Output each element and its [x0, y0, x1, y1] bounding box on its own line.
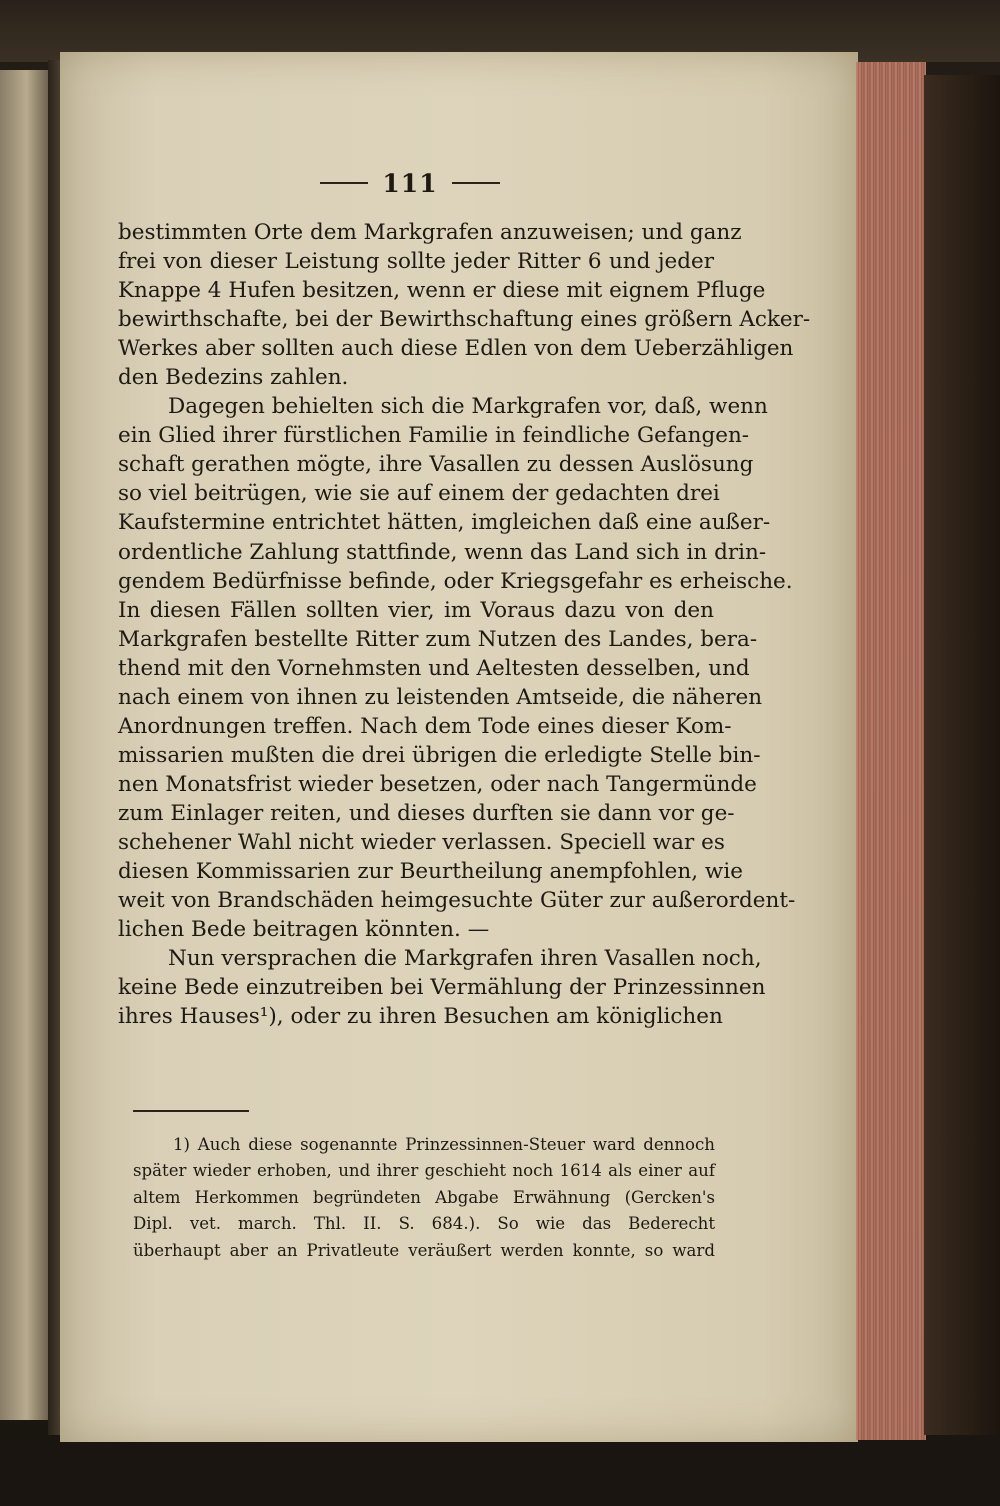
text-line: Werkes aber sollten auch diese Edlen von dem Ueberzähligen — [118, 336, 794, 362]
header-dash-right — [452, 182, 500, 184]
text-line: nen Monatsfrist wieder besetzen, oder nach Tangermünde — [118, 771, 757, 797]
page-number: 111 — [382, 168, 438, 198]
text-line: schaft gerathen mögte, ihre Vasallen zu dessen Auslösung — [118, 452, 754, 478]
footnote-separator — [133, 1110, 249, 1112]
page-block-edge — [856, 62, 926, 1440]
text-line: bewirthschafte, bei der Bewirthschaftung eines größern Acker- — [118, 307, 811, 333]
facing-page-edge — [0, 70, 50, 1420]
book-cover-right — [924, 75, 1000, 1435]
text-line: weit von Brandschäden heimgesuchte Güter zur außerordent- — [118, 888, 796, 914]
text-line: schehener Wahl nicht wieder verlassen. Speciell war es — [118, 829, 725, 855]
text-line: thend mit den Vornehmsten und Aeltesten desselben, und — [118, 655, 750, 681]
body-text — [118, 218, 811, 1031]
text-line: ein Glied ihrer fürstlichen Familie in feindliche Gefangen- — [118, 423, 750, 449]
text-line: ihres Hauses¹), oder zu ihren Besuchen am königlichen — [118, 1004, 723, 1030]
text-line: Dagegen behielten sich die Markgrafen vor, daß, wenn — [168, 394, 768, 420]
footnote-line: 1) Auch diese sogenannte Prinzessinnen-Steuer ward dennoch — [173, 1135, 715, 1154]
text-line: den Bedezins zahlen. — [118, 365, 349, 391]
text-line: bestimmten Orte dem Markgrafen anzuweisen; und ganz — [118, 220, 742, 245]
footnote-line: Dipl. vet. march. Thl. II. S. 684.). So wie das Bederecht — [133, 1214, 715, 1234]
text-line: nach einem von ihnen zu leistenden Amtseide, die näheren — [118, 684, 763, 710]
text-line: Markgrafen bestellte Ritter zum Nutzen des Landes, bera- — [118, 626, 758, 652]
text-line: lichen Bede beitragen könnten. — — [118, 917, 490, 943]
footnote-line: später wieder erhoben, und ihrer geschieht noch 1614 als einer auf — [133, 1161, 715, 1181]
footnote-line: überhaupt aber an Privatleute veräußert werden konnte, so ward — [133, 1240, 715, 1260]
text-line: diesen Kommissarien zur Beurtheilung anempfohlen, wie — [118, 859, 743, 885]
text-line: Kaufstermine entrichtet hätten, imgleichen daß eine außer- — [118, 510, 771, 536]
text-line: keine Bede einzutreiben bei Vermählung der Prinzessinnen — [118, 975, 766, 1001]
page-header — [305, 168, 515, 198]
text-line: ordentliche Zahlung stattfinde, wenn das Land sich in drin- — [118, 539, 767, 565]
text-line: Anordnungen treffen. Nach dem Tode eines dieser Kom- — [118, 713, 732, 739]
text-line: In diesen Fällen sollten vier, im Voraus dazu von den — [118, 597, 714, 623]
text-line: Nun versprachen die Markgrafen ihren Vasallen noch, — [168, 946, 762, 972]
header-dash-left — [320, 182, 368, 184]
text-line: missarien mußten die drei übrigen die erledigte Stelle bin- — [118, 742, 761, 768]
text-line: Knappe 4 Hufen besitzen, wenn er diese mit eignem Pfluge — [118, 278, 766, 304]
footnote-line: altem Herkommen begründeten Abgabe Erwähnung (Gercken's — [133, 1187, 715, 1207]
text-line: so viel beitrügen, wie sie auf einem der gedachten drei — [118, 481, 720, 507]
footnote — [133, 1132, 715, 1264]
text-line: zum Einlager reiten, und dieses durften sie dann vor ge- — [118, 800, 735, 826]
text-line: frei von dieser Leistung sollte jeder Ritter 6 und jeder — [118, 249, 714, 275]
text-line: gendem Bedürfnisse befinde, oder Kriegsgefahr es erheische. — [118, 568, 793, 594]
